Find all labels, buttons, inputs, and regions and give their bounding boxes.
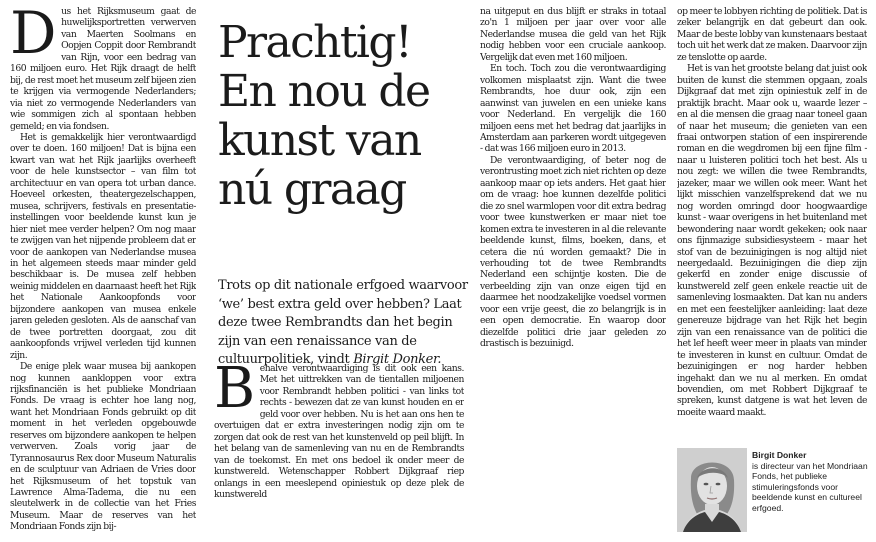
paragraph: De enige plek waar musea bij aankopen nog kunnen aankloppen voor extra rijksfinanciën is het publieke Mondriaan Fonds. De vraag is echter hoe lang nog, want het Mondriaan Fonds gebruikt op dit moment in het verleden opgebouwde reserves om bijzondere aankopen te helpen verwerven. Zoals vorig jaar de Tyrannosaurus Rex door Museum Naturalis en de sculptuur van Adriaen de Vries door het Rijksmuseum of het topstuk van Lawrence Alma-Tadema, die nu een sleutelwerk in de collectie van het Fries Museum. Maar de reserves van het Mondriaan Fonds zijn bij-: [10, 361, 196, 533]
paragraph: En toch. Toch zou die verontwaardiging volkomen misplaatst zijn. Want die twee Rembrandts, hoe duur ook, zijn een aanwinst van juwelen en een unieke kans voor Nederland. En vergelijk die 160 miljoen eens met het bedrag dat jaarlijks in Amsterdam aan parkeren wordt uitgegeven - dat was 166 miljoen euro in 2013.: [480, 63, 666, 155]
drop-cap-d: D: [10, 6, 57, 67]
author-bio: [752, 450, 870, 514]
paragraph: Het is van het grootste belang dat juist ook buiten de kunst die stemmen opgaan, zoals Dijkgraaf dat met zijn opiniestuk zelf in de praktijk bracht. Maar ook u, waarde lezer – en al die mensen die graag naar toneel gaan of naar het museum; die genieten van een fraai ontworpen station of een inspirerende roman en die wegdromen bij een fijne film - naar u luisteren politici toch het best. Als u nou zegt: we willen die twee Rembrandts, jazeker, maar we willen ook meer. Want het lijkt misschien vanzelfsprekend dat we nu nog worden omringd door hoogwaardige kunst - waar overigens in het buitenland met bewondering naar wordt gekeken; ook naar ons fijnmazige subsidiesysteem - maar het stof van de bezuinigingen is nog altijd niet neergedaald. Bezuinigingen die diep zijn gekerfd en zonder enige discussie of kunstwereld zelf geen enkele reactie uit de samenleving losmaakten. Dat kan nu anders en met een feestelijker aanleiding: laat deze genereuze bijdrage van het Rijk het begin zijn van een renaissance van de politici die het lef heeft weer meer in plaats van minder te investeren in kunst en cultuur. Omdat de bezuinigingen er nog harder hebben ingehakt dan we nu al merken. En omdat bovendien, om met Robbert Dijkgraaf te spreken, kunst datgene is wat het leven de moeite waard maakt.: [677, 63, 867, 418]
article-column-1: [10, 6, 196, 536]
drop-cap-b: B: [214, 363, 255, 421]
paragraph: ehalve verontwaardiging is dit ook een kans. Met het uittrekken van de tientallen miljoenen voor Rembrandt hebben politici - van links tot rechts - bewezen dat ze van kunst houden en er geld voor over hebben. Nu is het aan ons hen te overtuigen dat er extra investeringen nodig zijn om te zorgen dat ook de rest van het kunstenveld op peil blijft. In het belang van de samenleving van nu en de Rembrandts van de toekomst. En met ons bedoel ik onder meer de kunstwereld. Wetenschapper Robbert Dijkgraaf riep onlangs in een meeslepend opiniestuk op deze plek de kunstwereld: [214, 363, 464, 500]
headline: Prachtig! En nou de kunst van nú graag: [218, 17, 430, 215]
paragraph: Het is gemakkelijk hier verontwaardigd over te doen. 160 miljoen! Dat is bijna een kwart van wat het Rijk jaarlijks overheeft voor de hele kunstsector – van film tot architectuur en van opera tot urban dance. Hoeveel orkesten, theatergezelschappen, musea, schrijvers, festivals en presentatie-instellingen voor beeldende kunst kun je hier niet mee verder helpen? Om nog maar te zwijgen van het nijpende probleem dat er voor de aankopen van Nederlandse musea in het algemeen steeds maar minder geld beschikbaar is. De musea zelf hebben weinig middelen en daarnaast heeft het Rijk het Nationale Aankoopfonds voor bijzondere aankopen van musea enkele jaren geleden gesloten. Als de aanschaf van de twee portretten doorgaat, zou dit aankoopfonds vrijwel verleden tijd kunnen zijn.: [10, 131, 196, 361]
paragraph: us het Rijksmuseum gaat de huwelijksportretten verwerven van Maerten Soolmans en Oopjen Coppit door Rembrandt van Rijn, voor een bedrag van 160 miljoen euro. Het Rijk draagt de helft bij, de rest moet het museum zelf bijeen zien te krijgen via vermogende Nederlanders; via niet zo vermogende Nederlanders van wie sommigen zich al spontaan hebben gemeld; en via fondsen.: [10, 6, 196, 132]
article-column-4: [677, 6, 867, 448]
author-name: Birgit Donker: [752, 450, 807, 460]
portrait-image: [677, 448, 747, 532]
intro-text: [218, 277, 468, 370]
article-column-2: [214, 363, 464, 535]
author-description: is directeur van het Mondriaan Fonds, het publieke stimuleringsfonds voor beeldende kunst en cultureel erfgoed.: [752, 460, 868, 513]
article-column-3: [480, 6, 666, 536]
paragraph: De verontwaardiging, of beter nog de verontrusting moet zich niet richten op deze aankoop maar op iets anders. Het gaat hier om de vraag: hoe kunnen dezelfde politici die zo snel warmlopen voor dit extra bedrag voor twee kunstwerken er maar niet toe komen extra te investeren in al die relevante beeldende kunst, films, boeken, dans, et cetera die nú worden gemaakt? Die in verhouding tot de twee Rembrandts Nederland een schijntje kosten. Die de verbeelding zijn van onze eigen tijd en daarmee het noodzakelijke voedsel vormen voor een vrije geest, die zo belangrijk is in een open democratie. En waarop door diezelfde politici drie jaar geleden zo drastisch is bezuinigd.: [480, 154, 666, 350]
intro-body: Trots op dit nationale erfgoed waarvoor ‘we’ best extra geld over hebben? Laat deze twee Rembrandts dan het begin zijn van een renaissance van de cultuurpolitiek, vindt: [218, 278, 468, 368]
intro-author: Birgit Donker.: [353, 352, 442, 368]
paragraph: op meer te lobbyen richting de politiek. Dat is zeker belangrijk en dat gebeurt dan ook. Maar de beste lobby van kunstenaars bestaat toch uit het werk dat ze maken. Daarvoor zijn ze tenslotte op aarde.: [677, 6, 867, 63]
paragraph: na uitgeput en dus blijft er straks in totaal zo'n 1 miljoen per jaar over voor alle Nederlandse musea die geld van het Rijk nodig hebben voor een cruciale aankoop. Vergelijk dat even met 160 miljoen.: [480, 6, 666, 63]
author-photo: [677, 448, 747, 532]
